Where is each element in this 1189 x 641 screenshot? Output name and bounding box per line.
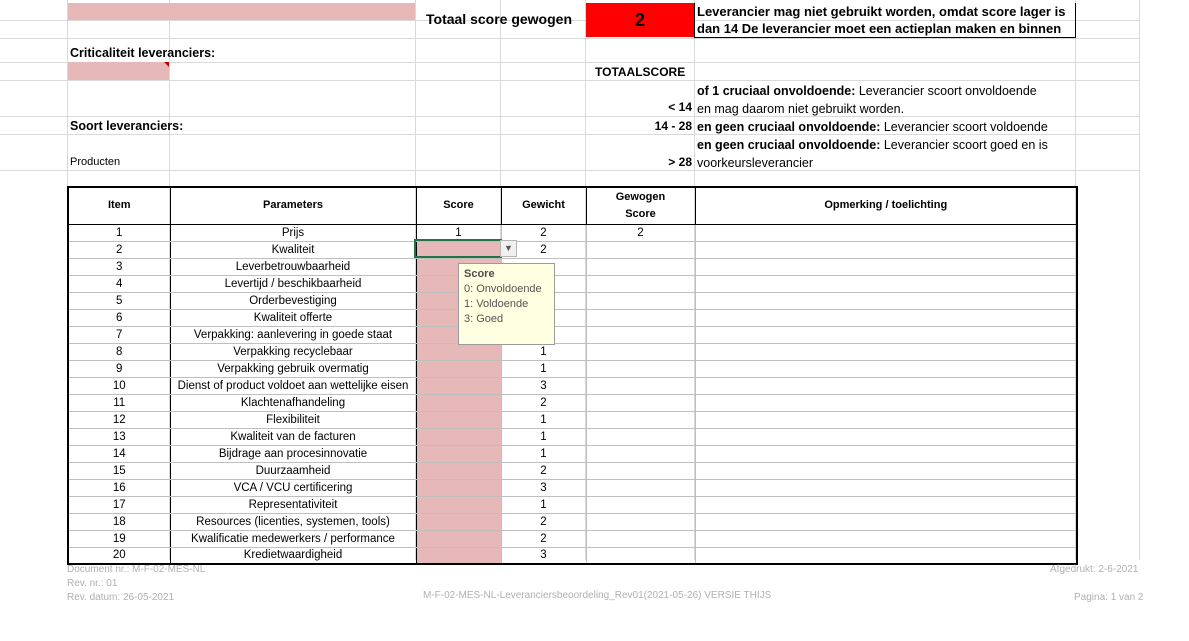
cell-weight: 3	[501, 479, 586, 496]
cell-score[interactable]	[416, 343, 501, 360]
cell-remark[interactable]	[695, 530, 1077, 547]
cell-score[interactable]	[416, 377, 501, 394]
cell-item: 18	[68, 513, 170, 530]
cell-weighted-score	[586, 258, 695, 275]
cell-item: 1	[68, 224, 170, 241]
table-row	[68, 326, 1077, 343]
cell-weighted-score	[586, 377, 695, 394]
rule-text	[697, 136, 1048, 172]
table-row	[68, 275, 1077, 292]
cell-item: 9	[68, 360, 170, 377]
rule-desc: Leverancier scoort goed en is	[880, 138, 1048, 152]
cell-score[interactable]	[416, 513, 501, 530]
cell-remark[interactable]	[695, 394, 1077, 411]
cell-remark[interactable]	[695, 343, 1077, 360]
rule-desc: Leverancier scoort voldoende	[880, 120, 1048, 134]
cell-weighted-score	[586, 292, 695, 309]
cell-weight: 1	[501, 411, 586, 428]
rule-bold: of 1 cruciaal onvoldoende:	[697, 84, 856, 98]
table-row	[68, 394, 1077, 411]
cell-weight: 2	[501, 241, 586, 258]
cell-parameter: Bijdrage aan procesinnovatie	[170, 445, 416, 462]
cell-score[interactable]	[416, 394, 501, 411]
cell-remark[interactable]	[695, 496, 1077, 513]
footer-filename: M-F-02-MES-NL-Leveranciersbeoordeling_Rev01(2021-05-26) VERSIE THIJS	[423, 590, 772, 601]
chevron-down-icon[interactable]: ▼	[500, 240, 517, 257]
header-parameters: Parameters	[170, 187, 416, 224]
cell-weighted-score	[586, 496, 695, 513]
cell-parameter: Leverbetrouwbaarheid	[170, 258, 416, 275]
gridline	[1139, 0, 1140, 560]
cell-parameter: Kwaliteit van de facturen	[170, 428, 416, 445]
cell-score[interactable]	[416, 530, 501, 547]
cell-score[interactable]	[416, 411, 501, 428]
cell-weighted-score	[586, 275, 695, 292]
cell-parameter: Verpakking recyclebaar	[170, 343, 416, 360]
cell-item: 10	[68, 377, 170, 394]
cell-weight: 2	[501, 462, 586, 479]
cell-weighted-score	[586, 309, 695, 326]
table-row	[68, 241, 1077, 258]
cell-remark[interactable]	[695, 377, 1077, 394]
total-score-value[interactable]: 2	[586, 3, 694, 37]
cell-weighted-score	[586, 411, 695, 428]
table-row	[68, 309, 1077, 326]
comment-indicator[interactable]	[164, 62, 169, 67]
cell-parameter: Kredietwaardigheid	[170, 547, 416, 564]
cell-parameter: Flexibiliteit	[170, 411, 416, 428]
cell-parameter: Verpakking: aanlevering in goede staat	[170, 326, 416, 343]
table-row	[68, 496, 1077, 513]
cell-item: 7	[68, 326, 170, 343]
validation-tooltip	[458, 263, 555, 345]
header-gewogen-line2: Score	[625, 207, 656, 220]
cell-weight: 1	[501, 428, 586, 445]
cell-weight: 1	[501, 360, 586, 377]
cell-weighted-score	[586, 343, 695, 360]
cell-weighted-score	[586, 326, 695, 343]
cell-item: 6	[68, 309, 170, 326]
cell-weight: 1	[501, 496, 586, 513]
warning-line-2: dan 14 De leverancier moet een actieplan maken en binnen	[697, 21, 1062, 36]
cell-item: 14	[68, 445, 170, 462]
cell-item: 20	[68, 547, 170, 564]
table-row	[68, 377, 1077, 394]
cell-weighted-score	[586, 530, 695, 547]
cell-parameter: Levertijd / beschikbaarheid	[170, 275, 416, 292]
cell-parameter: VCA / VCU certificering	[170, 479, 416, 496]
table-row	[68, 224, 1077, 241]
cell-remark[interactable]	[695, 428, 1077, 445]
pink-input-cell[interactable]	[68, 3, 415, 20]
active-cell-selection[interactable]	[414, 239, 502, 258]
cell-item: 4	[68, 275, 170, 292]
cell-weight: 3	[501, 547, 586, 564]
cell-weighted-score	[586, 462, 695, 479]
cell-weighted-score	[586, 445, 695, 462]
cell-item: 19	[68, 530, 170, 547]
criticality-input[interactable]	[68, 62, 169, 80]
header-gewogen-line1: Gewogen	[615, 190, 666, 203]
cell-parameter: Orderbevestiging	[170, 292, 416, 309]
tooltip-option: 1: Voldoende	[464, 298, 529, 310]
cell-score[interactable]	[416, 496, 501, 513]
cell-weighted-score	[586, 394, 695, 411]
cell-score[interactable]	[416, 462, 501, 479]
cell-item: 13	[68, 428, 170, 445]
cell-remark[interactable]	[695, 360, 1077, 377]
rule-range: < 14	[668, 100, 692, 114]
cell-parameter: Resources (licenties, systemen, tools)	[170, 513, 416, 530]
cell-weighted-score	[586, 547, 695, 564]
cell-item: 2	[68, 241, 170, 258]
table-row	[68, 428, 1077, 445]
header-gewicht: Gewicht	[501, 187, 586, 224]
table-row	[68, 547, 1077, 564]
cell-remark[interactable]	[695, 275, 1077, 292]
cell-remark[interactable]	[695, 547, 1077, 564]
soort-label: Soort leveranciers:	[70, 119, 184, 133]
rule-desc-line2: voorkeursleverancier	[697, 156, 814, 170]
cell-remark[interactable]	[695, 292, 1077, 309]
cell-item: 15	[68, 462, 170, 479]
total-score-label: Totaal score gewogen	[426, 11, 572, 27]
producten-label: Producten	[70, 156, 121, 168]
rule-range: > 28	[668, 155, 692, 169]
cell-score[interactable]	[416, 360, 501, 377]
cell-parameter: Dienst of product voldoet aan wettelijke eisen	[170, 377, 416, 394]
table-row	[68, 513, 1077, 530]
totaalscore-label: TOTAALSCORE	[595, 65, 686, 79]
cell-remark[interactable]	[695, 411, 1077, 428]
criticality-label: Criticaliteit leveranciers:	[70, 46, 216, 60]
cell-item: 16	[68, 479, 170, 496]
table-row	[68, 445, 1077, 462]
rule-text	[697, 118, 1048, 136]
cell-parameter: Klachtenafhandeling	[170, 394, 416, 411]
footer-printed: Afgedrukt: 2-6-2021	[1050, 564, 1139, 575]
cell-score[interactable]	[416, 547, 501, 564]
cell-item: 3	[68, 258, 170, 275]
cell-weighted-score: 2	[586, 224, 695, 241]
rule-bold: en geen cruciaal onvoldoende:	[697, 120, 881, 134]
cell-weighted-score	[586, 479, 695, 496]
cell-weight: 1	[501, 445, 586, 462]
header-gewogen-score	[586, 187, 695, 224]
cell-weight: 2	[501, 530, 586, 547]
cell-score[interactable]	[416, 445, 501, 462]
evaluation-table	[67, 186, 1078, 565]
cell-remark[interactable]	[695, 258, 1077, 275]
cell-weighted-score	[586, 513, 695, 530]
table-row	[68, 530, 1077, 547]
cell-parameter: Duurzaamheid	[170, 462, 416, 479]
cell-remark[interactable]	[695, 241, 1077, 258]
footer-page: Pagina: 1 van 2	[1074, 592, 1144, 603]
footer-rev-date: Rev. datum: 26-05-2021	[67, 592, 175, 603]
table-row	[68, 258, 1077, 275]
table-row	[68, 411, 1077, 428]
cell-remark[interactable]	[695, 513, 1077, 530]
cell-remark[interactable]	[695, 479, 1077, 496]
cell-parameter: Representativiteit	[170, 496, 416, 513]
header-score: Score	[416, 187, 501, 224]
cell-remark[interactable]	[695, 326, 1077, 343]
cell-parameter: Kwaliteit offerte	[170, 309, 416, 326]
gridline	[0, 80, 1140, 81]
rule-desc: Leverancier scoort onvoldoende	[855, 84, 1037, 98]
header-item: Item	[68, 187, 170, 224]
warning-line-1: Leverancier mag niet gebruikt worden, omdat score lager is	[697, 4, 1066, 19]
tooltip-option: 0: Onvoldoende	[464, 283, 542, 295]
footer-rev-nr: Rev. nr.: 01	[67, 578, 118, 589]
rule-text	[697, 82, 1037, 118]
cell-parameter: Verpakking gebruik overmatig	[170, 360, 416, 377]
table-row	[68, 292, 1077, 309]
table-row	[68, 462, 1077, 479]
header-opmerking: Opmerking / toelichting	[695, 187, 1077, 224]
cell-remark[interactable]	[695, 445, 1077, 462]
cell-parameter: Prijs	[170, 224, 416, 241]
cell-item: 11	[68, 394, 170, 411]
cell-parameter: Kwaliteit	[170, 241, 416, 258]
cell-weight: 2	[501, 224, 586, 241]
cell-item: 17	[68, 496, 170, 513]
cell-item: 12	[68, 411, 170, 428]
table-row	[68, 343, 1077, 360]
cell-remark[interactable]	[695, 309, 1077, 326]
table-header-row	[68, 187, 1077, 224]
cell-weighted-score	[586, 241, 695, 258]
cell-weight: 2	[501, 513, 586, 530]
cell-remark[interactable]	[695, 224, 1077, 241]
cell-item: 5	[68, 292, 170, 309]
cell-score[interactable]	[416, 428, 501, 445]
gridline	[0, 38, 1140, 39]
rule-desc-line2: en mag daarom niet gebruikt worden.	[697, 102, 905, 116]
cell-score[interactable]	[416, 479, 501, 496]
cell-weight: 1	[501, 343, 586, 360]
rule-range: 14 - 28	[654, 119, 692, 133]
rule-bold: en geen cruciaal onvoldoende:	[697, 138, 881, 152]
cell-remark[interactable]	[695, 462, 1077, 479]
cell-weighted-score	[586, 360, 695, 377]
table-row	[68, 360, 1077, 377]
footer-doc-nr: Document nr.: M-F-02-MES-NL	[67, 564, 206, 575]
tooltip-title: Score	[464, 268, 495, 280]
cell-weight: 3	[501, 377, 586, 394]
table-row	[68, 479, 1077, 496]
cell-weight: 2	[501, 394, 586, 411]
cell-parameter: Kwalificatie medewerkers / performance	[170, 530, 416, 547]
tooltip-option: 3: Goed	[464, 313, 504, 325]
cell-weighted-score	[586, 428, 695, 445]
gridline	[0, 62, 1140, 63]
warning-box	[694, 3, 1076, 38]
cell-item: 8	[68, 343, 170, 360]
cell-score[interactable]: 1	[416, 224, 501, 241]
